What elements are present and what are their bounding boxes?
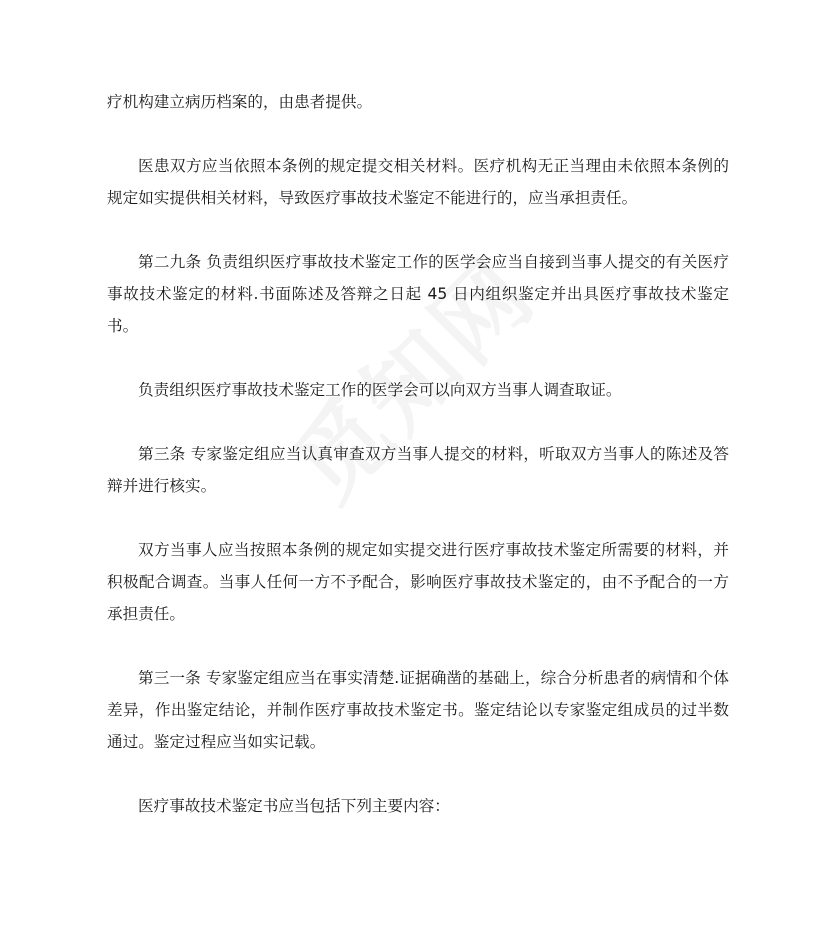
- paragraph-article-29: 第二九条 负责组织医疗事故技术鉴定工作的医学会应当自接到当事人提交的有关医疗事故技术鉴定的材料.书面陈述及答辩之日起 45 日内组织鉴定并出具医疗事故技术鉴定书。: [107, 253, 729, 335]
- paragraph-continuation: 疗机构建立病历档案的，由患者提供。: [107, 93, 373, 111]
- paragraph-cooperation: 双方当事人应当按照本条例的规定如实提交进行医疗事故技术鉴定所需要的材料，并积极配合调查。当事人任何一方不予配合，影响医疗事故技术鉴定的，由不予配合的一方承担责任。: [107, 541, 729, 623]
- paragraph-article-31: 第三一条 专家鉴定组应当在事实清楚.证据确凿的基础上，综合分析患者的病情和个体差异，作出鉴定结论，并制作医疗事故技术鉴定书。鉴定结论以专家鉴定组成员的过半数通过。鉴定过程应当如实记载。: [107, 669, 729, 751]
- paragraph-materials: 医患双方应当依照本条例的规定提交相关材料。医疗机构无正当理由未依照本条例的规定如实提供相关材料，导致医疗事故技术鉴定不能进行的，应当承担责任。: [107, 157, 729, 207]
- paragraph-investigation: 负责组织医疗事故技术鉴定工作的医学会可以向双方当事人调查取证。: [138, 381, 622, 399]
- paragraph-article-30: 第三条 专家鉴定组应当认真审查双方当事人提交的材料，听取双方当事人的陈述及答辩并进行核实。: [107, 445, 729, 495]
- paragraph-contents-intro: 医疗事故技术鉴定书应当包括下列主要内容：: [138, 797, 450, 815]
- document-page: [107, 86, 729, 854]
